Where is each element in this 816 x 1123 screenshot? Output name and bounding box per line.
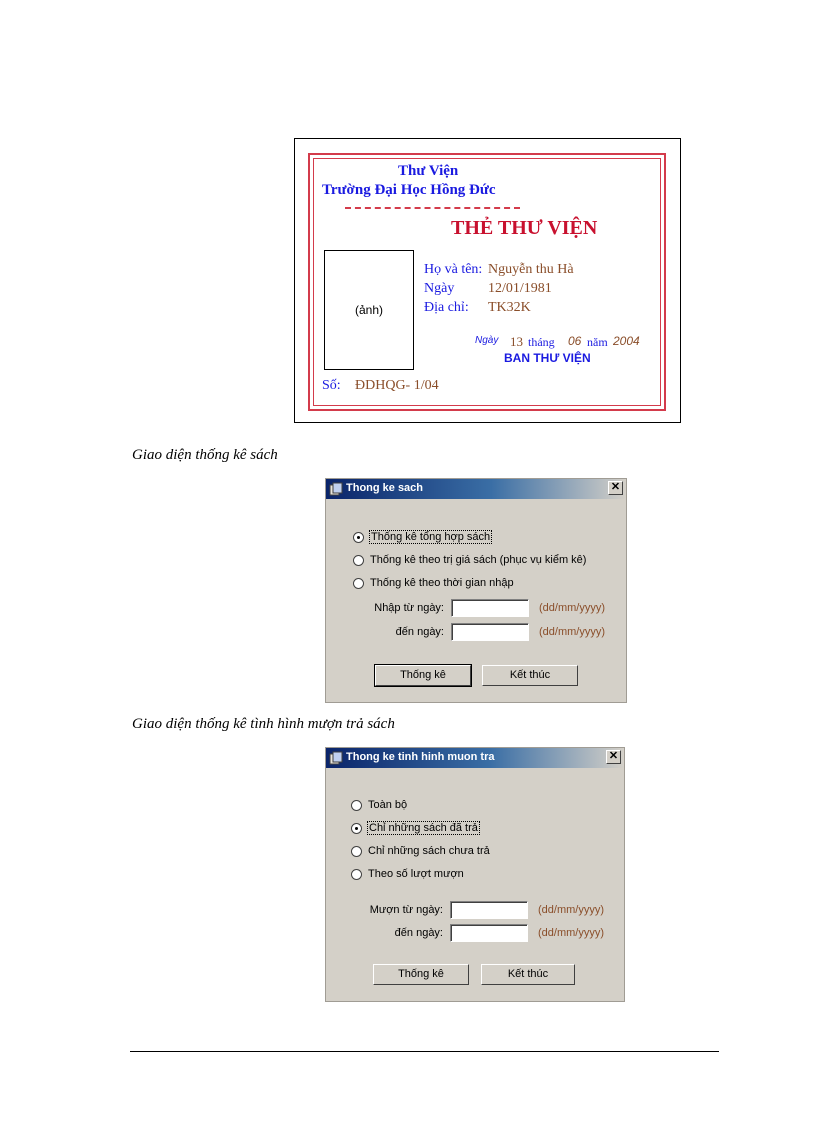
issue-day: 13 <box>510 334 523 349</box>
card-divider <box>345 207 520 209</box>
dialog-title: Thong ke tinh hinh muon tra <box>346 751 495 763</box>
stats-button[interactable] <box>373 964 469 985</box>
option-returned[interactable] <box>351 822 479 834</box>
option-by-loan-count-label: Theo số lượt mượn <box>368 868 464 880</box>
dob-value: 12/01/1981 <box>488 281 552 296</box>
stats-button[interactable] <box>375 665 471 686</box>
borrow-from-label: Mượn từ ngày: <box>369 904 443 916</box>
option-summary[interactable] <box>353 531 491 543</box>
exit-button-label: Kết thúc <box>507 968 549 980</box>
photo-label: (ảnh) <box>354 303 383 317</box>
caption-book-stats: Giao diện thống kê sách <box>132 447 278 463</box>
radio-unselected[interactable] <box>353 578 364 589</box>
close-button[interactable]: ✕ <box>606 750 621 764</box>
borrow-from-format: (dd/mm/yyyy) <box>538 904 604 916</box>
close-button[interactable]: ✕ <box>608 481 623 495</box>
radio-unselected[interactable] <box>353 555 364 566</box>
stats-button-label: Thống kê <box>400 669 446 681</box>
borrow-to-label: đến ngày: <box>394 927 443 939</box>
option-returned-label: Chỉ những sách đã trả <box>369 822 478 834</box>
option-all-label: Toàn bộ <box>368 799 408 811</box>
option-by-import-time[interactable] <box>353 577 514 589</box>
card-school-name: Trường Đại Học Hồng Đức <box>322 182 496 198</box>
book-stats-dialog <box>325 478 627 703</box>
option-by-loan-count[interactable] <box>351 868 464 880</box>
card-number-value: ĐDHQG- 1/04 <box>355 378 439 393</box>
option-not-returned[interactable] <box>351 845 490 857</box>
dialog-titlebar <box>326 479 626 499</box>
issue-year-label: năm <box>587 335 608 349</box>
exit-button[interactable] <box>481 964 575 985</box>
borrow-to-input[interactable] <box>450 924 528 942</box>
photo-placeholder <box>324 250 414 370</box>
name-value: Nguyễn thu Hà <box>488 262 574 277</box>
radio-unselected[interactable] <box>351 869 362 880</box>
dialog-title: Thong ke sach <box>346 482 424 494</box>
radio-selected[interactable] <box>351 823 362 834</box>
option-summary-label: Thống kê tổng hợp sách <box>371 531 491 543</box>
address-value: TK32K <box>488 300 531 315</box>
option-by-value-label: Thống kê theo trị giá sách (phục vụ kiểm kê) <box>370 554 587 566</box>
issue-day-label: Ngày <box>475 335 499 346</box>
borrow-from-input[interactable] <box>450 901 528 919</box>
radio-unselected[interactable] <box>351 846 362 857</box>
footer-rule <box>130 1051 719 1052</box>
app-icon <box>329 482 343 496</box>
stats-button-label: Thống kê <box>398 968 444 980</box>
radio-selected[interactable] <box>353 532 364 543</box>
to-date-label: đến ngày: <box>395 626 444 638</box>
card-number-label: Số: <box>322 378 341 393</box>
loan-stats-dialog <box>325 747 625 1002</box>
from-date-input[interactable] <box>451 599 529 617</box>
dob-label: Ngày <box>424 281 455 296</box>
from-date-label: Nhập từ ngày: <box>374 602 444 614</box>
name-label: Họ và tên: <box>424 262 483 277</box>
to-date-input[interactable] <box>451 623 529 641</box>
caption-loan-stats: Giao diện thống kê tình hình mượn trả sách <box>132 716 395 732</box>
exit-button[interactable] <box>482 665 578 686</box>
issue-month-label: tháng <box>528 335 555 349</box>
issuing-office: BAN THƯ VIỆN <box>504 351 591 365</box>
card-library-name: Thư Viện <box>398 163 459 179</box>
exit-button-label: Kết thúc <box>509 669 551 681</box>
app-icon <box>329 751 343 765</box>
option-by-value[interactable] <box>353 554 586 566</box>
radio-unselected[interactable] <box>351 800 362 811</box>
option-by-import-time-label: Thống kê theo thời gian nhập <box>370 577 514 589</box>
option-all[interactable] <box>351 799 407 811</box>
issue-month: 06 <box>568 334 582 348</box>
issue-year: 2004 <box>613 334 640 348</box>
from-date-format: (dd/mm/yyyy) <box>539 602 605 614</box>
to-date-format: (dd/mm/yyyy) <box>539 626 605 638</box>
card-title: THẺ THƯ VIỆN <box>451 217 598 239</box>
borrow-to-format: (dd/mm/yyyy) <box>538 927 604 939</box>
option-not-returned-label: Chỉ những sách chưa trả <box>368 845 490 857</box>
dialog-titlebar <box>326 748 624 768</box>
address-label: Địa chỉ: <box>424 300 469 315</box>
